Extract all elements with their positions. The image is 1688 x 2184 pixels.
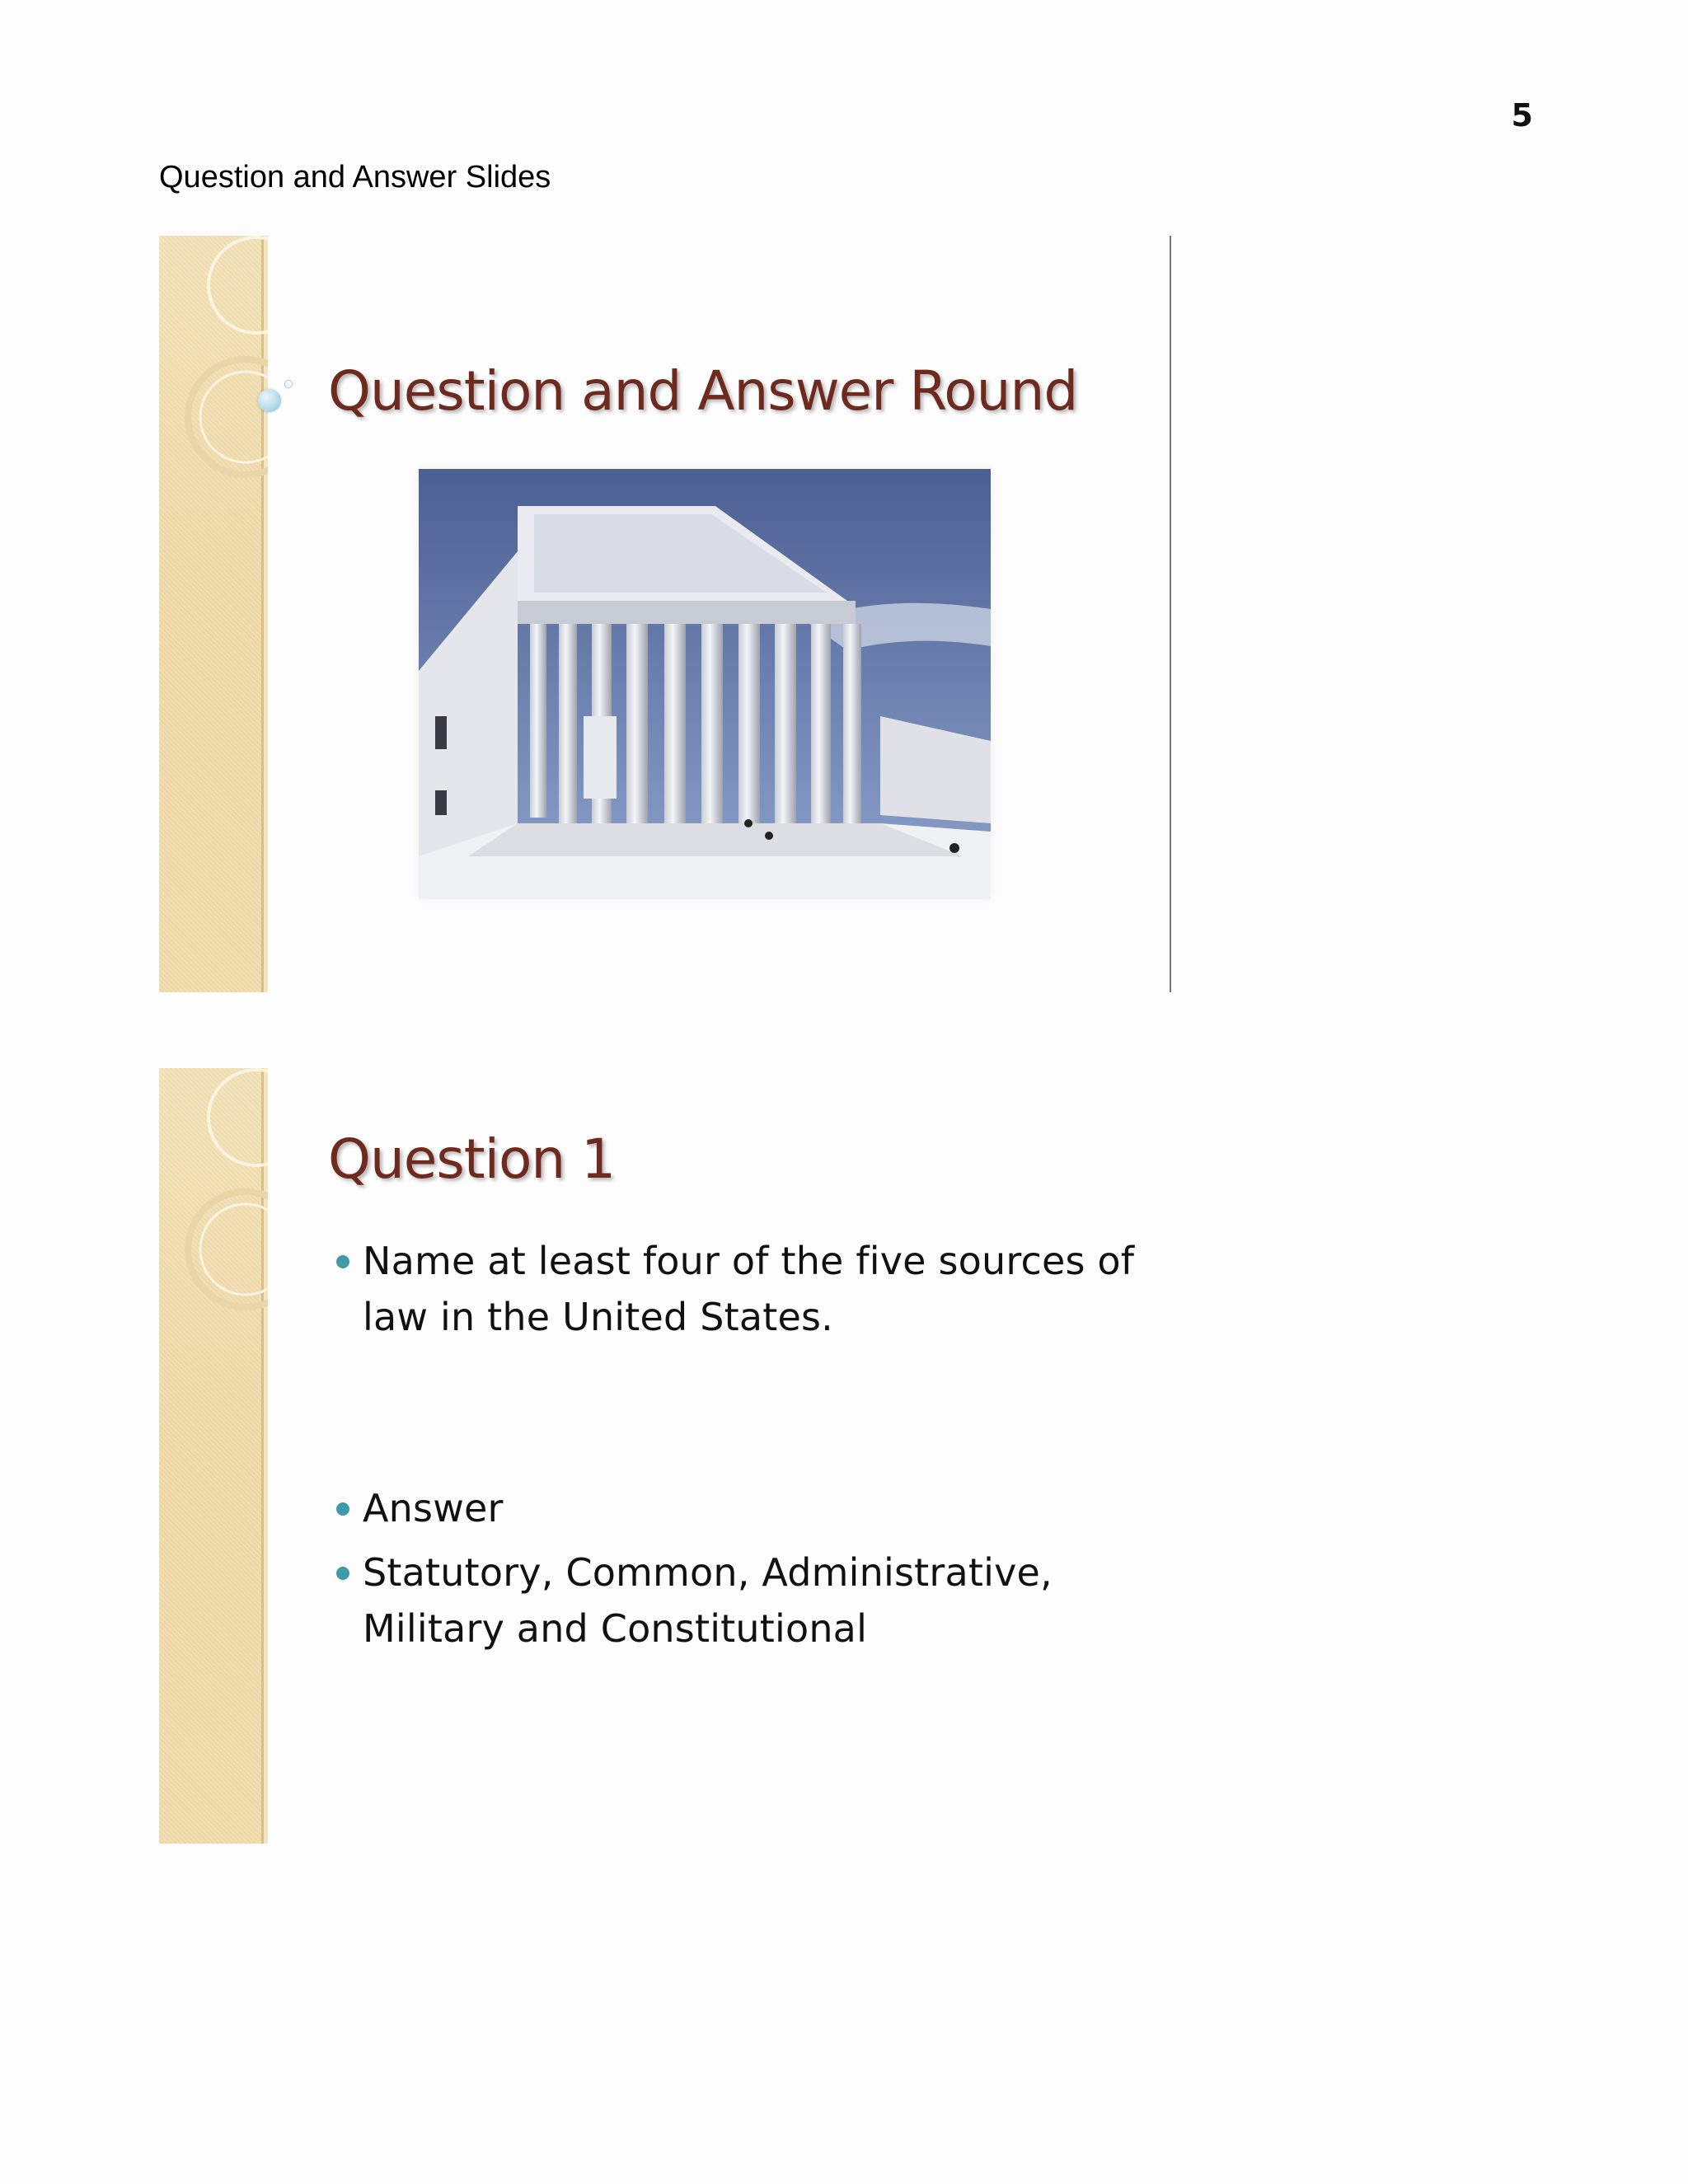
bullet-icon	[336, 1567, 349, 1580]
section-heading: Question and Answer Slides	[159, 160, 551, 194]
courthouse-photo	[419, 469, 991, 899]
decorative-orb-icon	[258, 389, 281, 412]
list-item	[336, 1480, 1160, 1536]
slide-decorative-band	[159, 236, 268, 992]
page-number: 5	[1511, 97, 1533, 134]
decorative-circles-graphic	[159, 1068, 268, 1844]
slide-title-slide	[159, 236, 1170, 992]
slide-title: Question and Answer Round	[328, 359, 1078, 423]
decorative-small-orb-icon	[284, 380, 293, 388]
bullet-icon	[336, 1502, 349, 1516]
answer-list	[336, 1480, 1160, 1657]
bullet-icon	[336, 1255, 349, 1268]
slide-question-1	[159, 1068, 1170, 1844]
decorative-circles-graphic	[159, 236, 268, 992]
list-item	[336, 1233, 1160, 1345]
answer-label: Answer	[363, 1486, 504, 1530]
slide-title: Question 1	[328, 1127, 616, 1191]
question-text: Name at least four of the five sources of law in the United States.	[363, 1239, 1135, 1339]
question-list	[336, 1233, 1160, 1345]
answer-text: Statutory, Common, Administrative, Military and Constitutional	[363, 1550, 1053, 1651]
slide-decorative-band	[159, 1068, 268, 1844]
list-item	[336, 1544, 1160, 1657]
slide-border-line	[1170, 236, 1171, 992]
